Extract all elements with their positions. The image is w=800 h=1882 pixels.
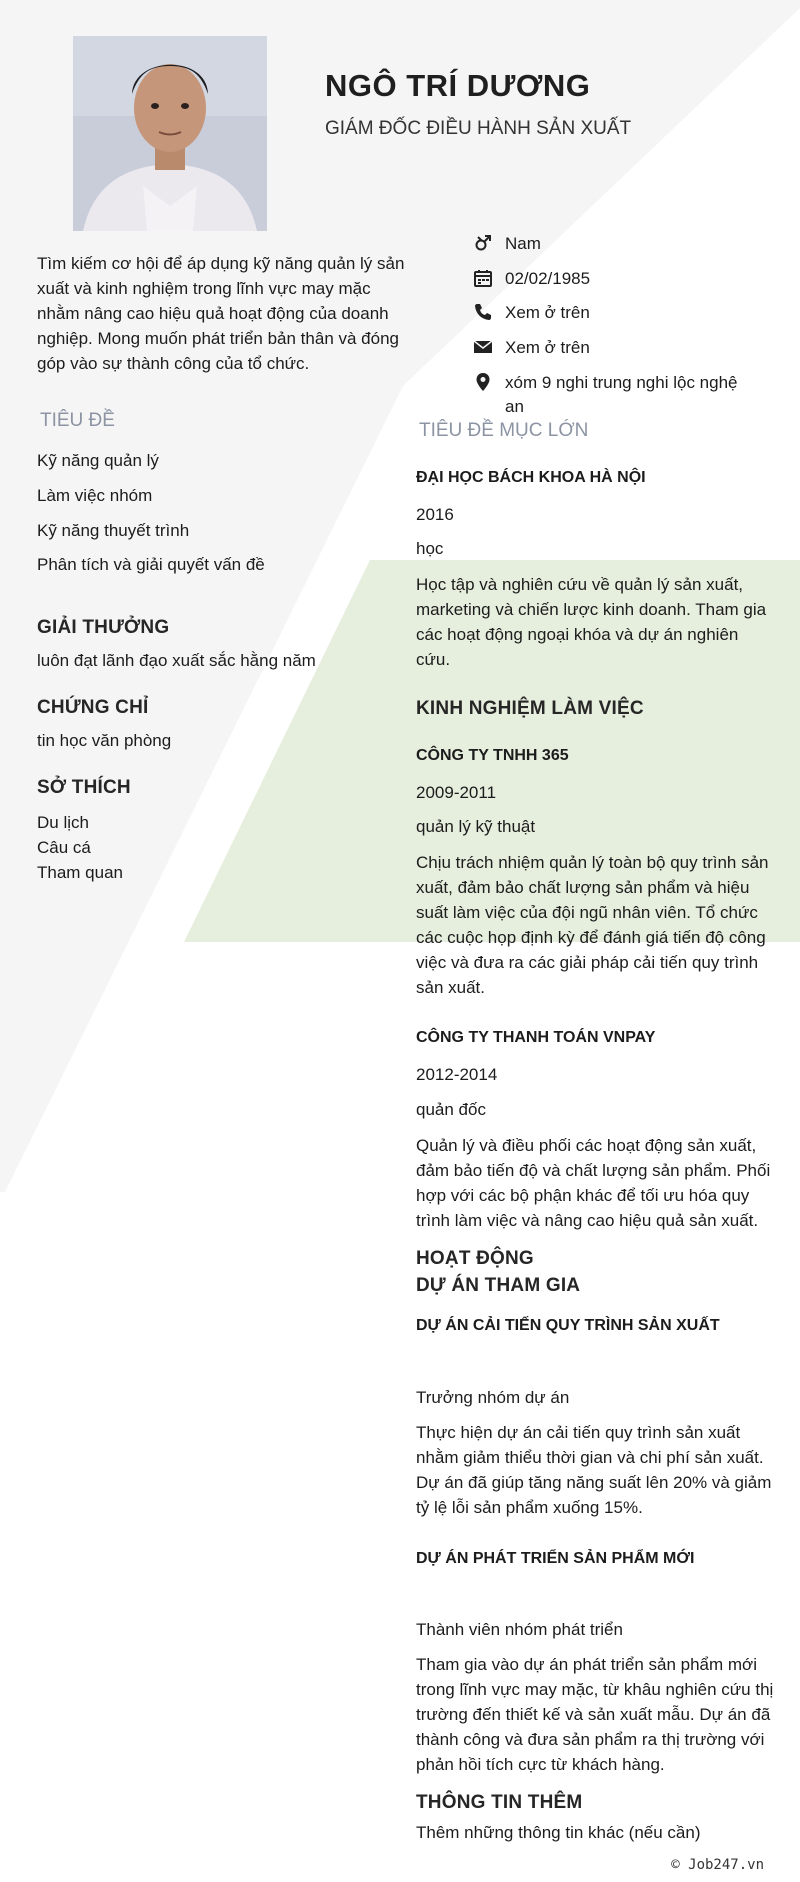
project-description: Thực hiện dự án cải tiến quy trình sản xuất nhằm giảm thiểu thời gian và chi phí sản xuất. Dự án đã giúp tăng năng suất lên 20% và giảm tỷ lệ lỗi sản phẩm xuống 15%. [416, 1423, 772, 1517]
contact-email [472, 336, 590, 360]
project-name: DỰ ÁN PHÁT TRIỂN SẢN PHẨM MỚI [416, 1550, 695, 1567]
profile-photo [73, 36, 267, 231]
project-name: DỰ ÁN CẢI TIẾN QUY TRÌNH SẢN XUẤT [416, 1317, 720, 1334]
certificates-heading: CHỨNG CHỈ [37, 697, 149, 718]
project-role: Trưởng nhóm dự án [416, 1388, 570, 1407]
job-company: CÔNG TY THANH TOÁN VNPAY [416, 1029, 656, 1046]
awards-heading: GIẢI THƯỞNG [37, 617, 170, 638]
birthday-value: 02/02/1985 [505, 269, 591, 288]
certificates-text: tin học văn phòng [37, 731, 172, 750]
job-position: quản lý kỹ thuật [416, 817, 536, 836]
project-role: Thành viên nhóm phát triển [416, 1620, 623, 1639]
gender-icon [472, 232, 494, 254]
education-major: học [416, 539, 444, 558]
awards-text: luôn đạt lãnh đạo xuất sắc hằng năm [37, 651, 316, 670]
copyright: © Job247.vn [671, 1857, 764, 1873]
contact-birthday [472, 267, 590, 291]
contact-address [472, 371, 742, 419]
candidate-title: GIÁM ĐỐC ĐIỀU HÀNH SẢN XUẤT [325, 118, 632, 139]
job-position: quản đốc [416, 1100, 486, 1119]
email-value: Xem ở trên [505, 338, 590, 357]
skill-item: Kỹ năng thuyết trình [37, 521, 190, 540]
candidate-name: NGÔ TRÍ DƯƠNG [325, 68, 591, 103]
activities-heading: HOẠT ĐỘNG [416, 1248, 534, 1269]
education-school: ĐẠI HỌC BÁCH KHOA HÀ NỘI [416, 469, 646, 486]
contact-gender [472, 232, 541, 256]
location-icon [472, 371, 494, 393]
projects-heading: DỰ ÁN THAM GIA [416, 1275, 581, 1296]
project-description: Tham gia vào dự án phát triển sản phẩm mới trong lĩnh vực may mặc, từ khâu nghiên cứu thị trường đến thiết kế và sản xuất mẫu. Dự án đã thành công và đưa sản phẩm ra thị trường với phản hồi tích cực từ khách hàng. [416, 1655, 774, 1774]
hobby-item: Du lịch [37, 813, 89, 832]
career-objective: Tìm kiếm cơ hội để áp dụng kỹ năng quản lý sản xuất và kinh nghiệm trong lĩnh vực may mặc nhằm nâng cao hiệu quả hoạt động của doanh nghiệp. Mong muốn phát triển bản thân và đóng góp vào sự thành công của tổ chức. [37, 254, 405, 373]
skills-heading: TIÊU ĐỀ [40, 410, 115, 431]
hobbies-heading: SỞ THÍCH [37, 777, 131, 798]
extra-text: Thêm những thông tin khác (nếu cần) [416, 1823, 701, 1842]
skill-item: Làm việc nhóm [37, 486, 153, 505]
avatar [73, 36, 267, 231]
phone-value: Xem ở trên [505, 303, 590, 322]
job-description: Quản lý và điều phối các hoạt động sản xuất, đảm bảo tiến độ và chất lượng sản phẩm. Phối hợp với các bộ phận khác để tối ưu hóa quy trình làm việc và nâng cao hiệu quả sản xuất. [416, 1136, 771, 1230]
education-heading: TIÊU ĐỀ MỤC LỚN [419, 420, 589, 441]
skill-item: Phân tích và giải quyết vấn đề [37, 555, 265, 574]
extra-heading: THÔNG TIN THÊM [416, 1792, 583, 1813]
job-company: CÔNG TY TNHH 365 [416, 747, 569, 764]
job-period: 2009-2011 [416, 783, 497, 802]
contact-phone [472, 301, 590, 325]
gender-value: Nam [505, 234, 541, 253]
hobby-item: Câu cá [37, 838, 91, 857]
mail-icon [472, 336, 494, 358]
calendar-icon [472, 267, 494, 289]
skill-item: Kỹ năng quản lý [37, 451, 159, 470]
address-value: xóm 9 nghi trung nghi lộc nghệ an [505, 373, 738, 416]
hobby-item: Tham quan [37, 863, 123, 882]
phone-icon [472, 301, 494, 323]
education-year: 2016 [416, 505, 454, 524]
education-description: Học tập và nghiên cứu về quản lý sản xuất, marketing và chiến lược kinh doanh. Tham gia các hoạt động ngoại khóa và dự án nghiên cứu. [416, 575, 767, 669]
job-period: 2012-2014 [416, 1065, 498, 1084]
experience-heading: KINH NGHIỆM LÀM VIỆC [416, 698, 644, 719]
job-description: Chịu trách nhiệm quản lý toàn bộ quy trình sản xuất, đảm bảo chất lượng sản phẩm và hiệu suất làm việc của đội ngũ nhân viên. Tổ chức các cuộc họp định kỳ để đánh giá tiến độ công việc và đưa ra các giải pháp cải tiến quy trình sản xuất. [416, 853, 769, 997]
